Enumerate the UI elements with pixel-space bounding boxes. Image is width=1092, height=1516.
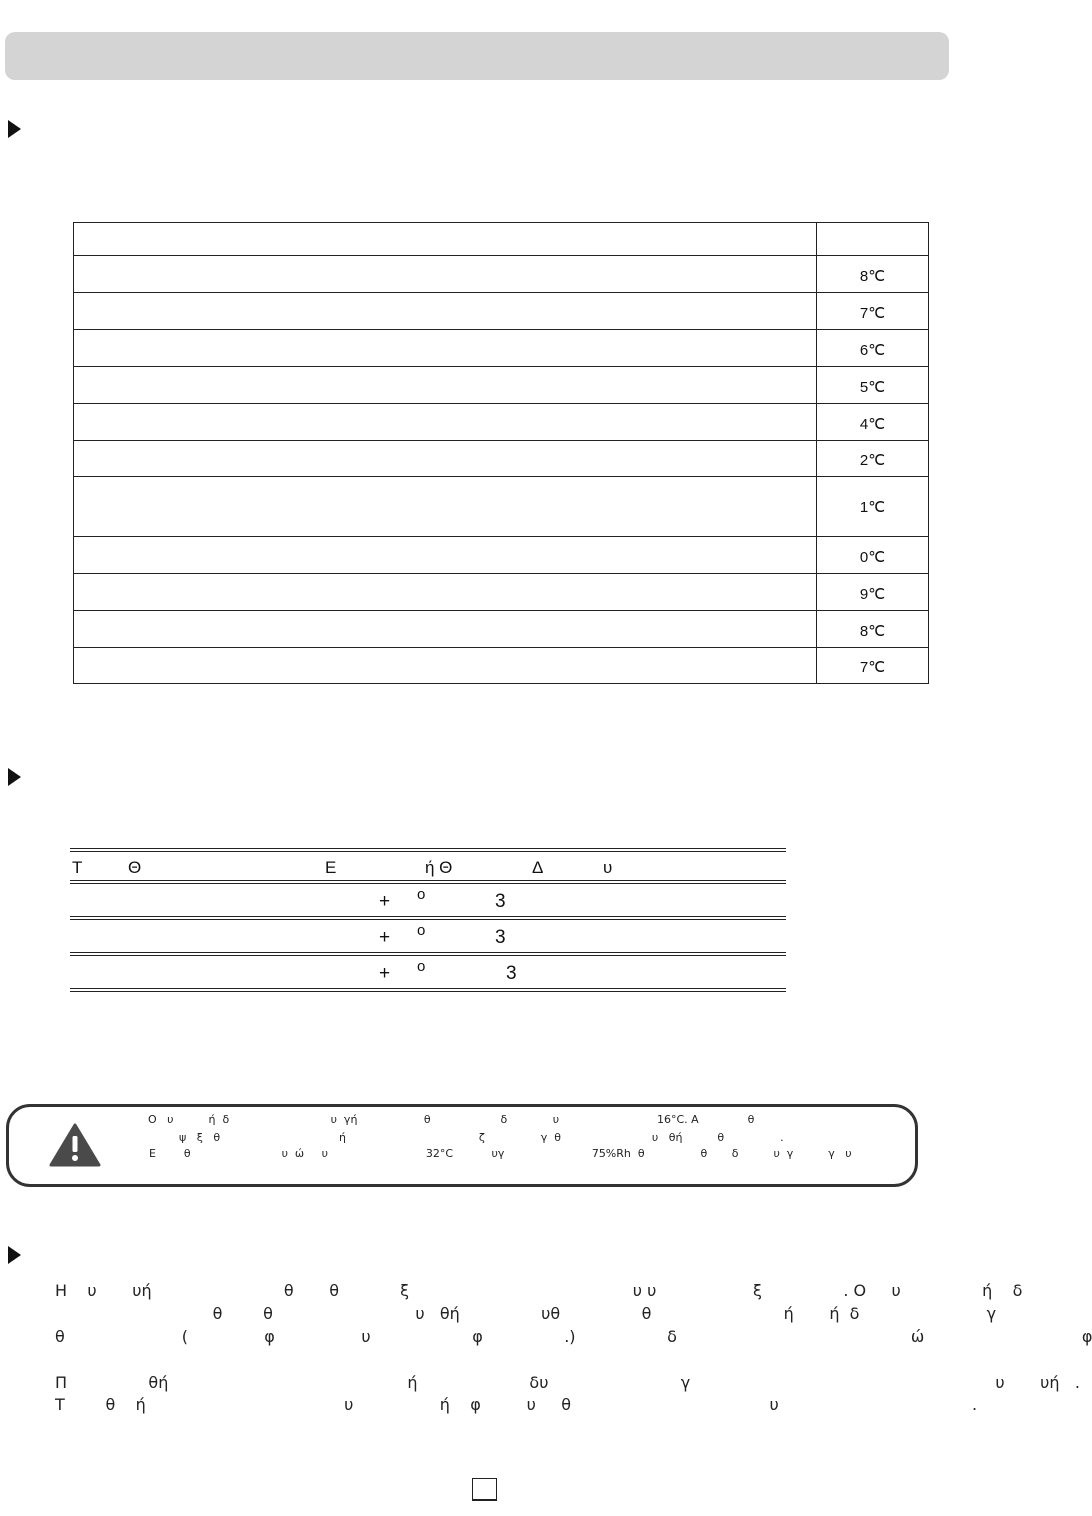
column-header: Ε — [325, 858, 337, 877]
warning-text-line: Ο υ ή δ υ γή θ δ υ 16°C. Α θ — [148, 1113, 755, 1126]
plus-sign: + — [379, 891, 391, 912]
plus-sign: + — [379, 963, 391, 984]
plus-sign: + — [379, 927, 391, 948]
temperature-value: 7℃ — [817, 648, 929, 684]
table-row — [74, 367, 929, 404]
table-cell — [74, 611, 817, 648]
table-cell — [74, 223, 817, 256]
table-row — [70, 956, 786, 988]
temperature-table — [73, 222, 929, 684]
temperature-value: 3 — [506, 963, 517, 984]
paragraph-line: Π θή ή δυ γ υ υή . — [55, 1373, 1080, 1392]
paragraph-line: θ ( φ υ φ .) δ ώ φ — [55, 1327, 1092, 1346]
table-cell — [74, 330, 817, 367]
column-header: ή Θ — [425, 858, 453, 877]
paragraph-line: Η υ υή θ θ ξ υ υ ξ . Ο υ ή δ — [55, 1281, 1023, 1300]
table-row — [74, 293, 929, 330]
table-row — [74, 648, 929, 684]
table-cell — [74, 648, 817, 684]
temperature-value: 5℃ — [817, 367, 929, 404]
table-row — [74, 330, 929, 367]
warning-triangle-icon — [49, 1123, 101, 1167]
table-cell — [74, 441, 817, 477]
table-cell — [74, 574, 817, 611]
table-rule — [70, 988, 786, 992]
column-header: Τ — [72, 858, 83, 877]
table-cell — [74, 537, 817, 574]
temperature-value: 1℃ — [817, 477, 929, 537]
warning-text-line: ψ ξ θ ή ζ γ θ υ θή θ . — [179, 1131, 784, 1144]
temperature-value: 9℃ — [817, 574, 929, 611]
table-row — [74, 537, 929, 574]
temperature-value: 4℃ — [817, 404, 929, 441]
table-row — [74, 404, 929, 441]
table-cell — [74, 293, 817, 330]
table-row — [74, 477, 929, 537]
column-header: Θ — [128, 858, 142, 877]
temperature-value: 2℃ — [817, 441, 929, 477]
temperature-value: 6℃ — [817, 330, 929, 367]
temperature-value: 8℃ — [817, 611, 929, 648]
table-cell — [817, 223, 929, 256]
degree-sign: o — [417, 922, 426, 939]
table-row — [74, 611, 929, 648]
temperature-value: 8℃ — [817, 256, 929, 293]
table-row — [74, 223, 929, 256]
table-row — [74, 256, 929, 293]
column-header: Δ — [532, 858, 544, 877]
bullet-arrow-icon — [8, 768, 21, 786]
table-cell — [74, 367, 817, 404]
table-row — [70, 884, 786, 916]
warning-text-line: Ε θ υ ώ υ 32°C υγ 75%Rh θ θ δ υ γ γ υ — [149, 1147, 852, 1160]
temperature-value: 3 — [495, 891, 506, 912]
table-cell — [74, 404, 817, 441]
table-row — [70, 920, 786, 952]
table-cell — [74, 256, 817, 293]
temperature-value: 3 — [495, 927, 506, 948]
temperature-value: 7℃ — [817, 293, 929, 330]
bullet-arrow-icon — [8, 1246, 21, 1264]
page-number-box — [472, 1478, 497, 1501]
degree-sign: o — [417, 958, 426, 975]
bullet-arrow-icon — [8, 120, 21, 138]
paragraph-line: θ θ υ θή υθ θ ή ή δ γ — [55, 1304, 997, 1323]
climate-class-table — [70, 848, 786, 992]
column-header: υ — [603, 858, 613, 877]
temperature-value: 0℃ — [817, 537, 929, 574]
paragraph-line: Τ θ ή υ ή φ υ θ υ . — [55, 1395, 978, 1414]
degree-sign: o — [417, 886, 426, 903]
section-header-bar — [5, 32, 949, 80]
warning-box — [6, 1104, 918, 1187]
table-cell — [74, 477, 817, 537]
table-row — [74, 574, 929, 611]
table-row — [74, 441, 929, 477]
table-header-row — [70, 852, 786, 880]
